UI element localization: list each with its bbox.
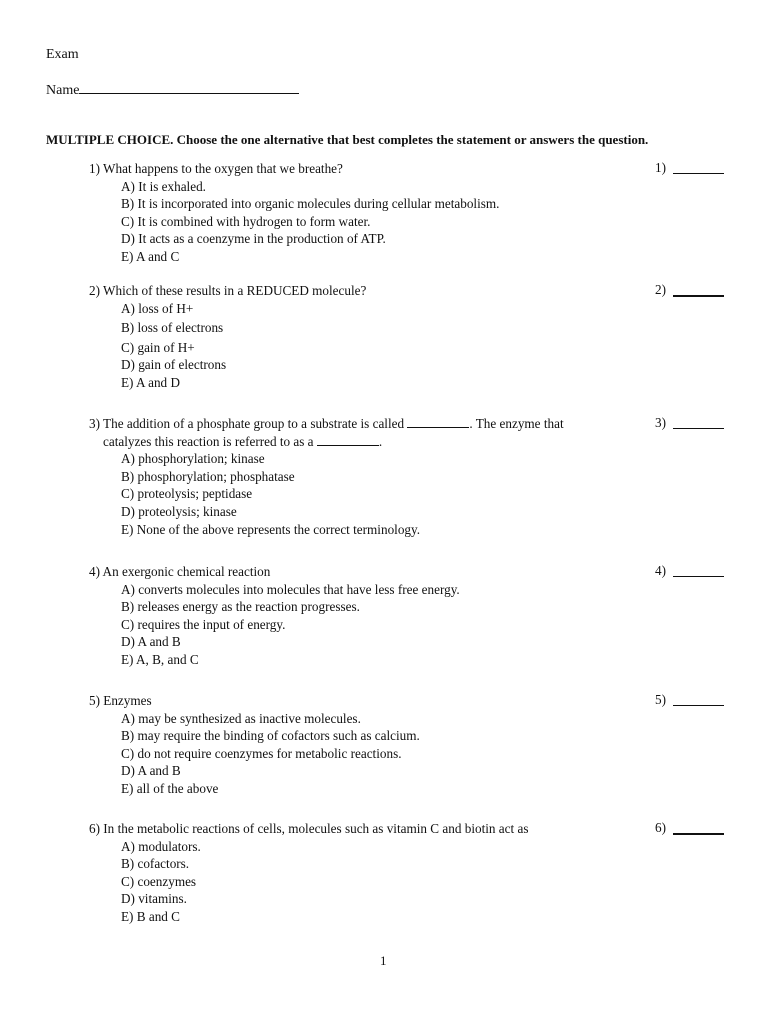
answer-blank-4[interactable] xyxy=(655,563,666,579)
stem-part-b: . The enzyme that xyxy=(469,416,564,431)
question-6 xyxy=(89,820,649,926)
option-a: A) may be synthesized as inactive molecules. xyxy=(121,710,361,726)
option-b: B) cofactors. xyxy=(121,856,190,872)
option-d: D) It acts as a coenzyme in the production of ATP. xyxy=(121,231,386,247)
answer-blank-3[interactable] xyxy=(655,415,666,431)
option-e: E) A, B, and C xyxy=(121,651,199,667)
answer-line[interactable] xyxy=(673,173,724,174)
question-stem: 2) Which of these results in a REDUCED molecule? xyxy=(89,283,367,298)
option-a: A) It is exhaled. xyxy=(121,178,206,194)
option-c: C) do not require coenzymes for metabolic reactions. xyxy=(121,745,402,761)
option-c: C) proteolysis; peptidase xyxy=(121,486,253,502)
question-3 xyxy=(89,415,649,538)
stem-part-a: 3) The addition of a phosphate group to a substrate is called xyxy=(89,416,408,431)
option-a: A) phosphorylation; kinase xyxy=(121,451,265,467)
question-stem: 5) Enzymes xyxy=(89,693,152,708)
answer-number: 3) xyxy=(655,415,666,430)
option-d: D) A and B xyxy=(121,634,181,650)
answer-blank-1[interactable] xyxy=(655,160,666,176)
answer-number: 5) xyxy=(655,692,666,707)
stem-line2-part-a: catalyzes this reaction is referred to as a xyxy=(103,433,317,449)
question-stem: 6) In the metabolic reactions of cells, molecules such as vitamin C and biotin act as xyxy=(89,821,529,836)
answer-line[interactable] xyxy=(673,295,724,297)
option-e: E) A and D xyxy=(121,374,180,390)
exam-title: Exam xyxy=(46,47,79,62)
instructions: MULTIPLE CHOICE. Choose the one alternative that best completes the statement or answers the question. xyxy=(46,132,649,147)
answer-number: 1) xyxy=(655,160,666,175)
option-e: E) all of the above xyxy=(121,780,219,796)
option-d: D) A and B xyxy=(121,763,181,779)
option-e: E) A and C xyxy=(121,248,180,264)
answer-number: 4) xyxy=(655,563,666,578)
option-b: B) loss of electrons xyxy=(121,320,224,336)
question-1 xyxy=(89,160,649,266)
question-stem: 1) What happens to the oxygen that we breathe? xyxy=(89,161,343,176)
option-a: A) loss of H+ xyxy=(121,300,194,316)
option-b: B) phosphorylation; phosphatase xyxy=(121,468,295,484)
stem-line2-part-b: . xyxy=(378,433,383,449)
option-d: D) vitamins. xyxy=(121,891,187,907)
option-b: B) It is incorporated into organic molecules during cellular metabolism. xyxy=(121,196,500,212)
answer-line[interactable] xyxy=(673,833,724,835)
question-4 xyxy=(89,563,649,669)
answer-line[interactable] xyxy=(673,428,724,429)
name-label: Name xyxy=(46,83,80,98)
question-stem-line2 xyxy=(89,433,649,451)
option-e: E) B and C xyxy=(121,908,180,924)
option-c: C) gain of H+ xyxy=(121,339,195,355)
inline-blank-1[interactable] xyxy=(407,416,469,428)
inline-blank-2[interactable] xyxy=(317,434,379,446)
answer-number: 2) xyxy=(655,282,666,297)
name-field xyxy=(46,81,299,99)
answer-blank-5[interactable] xyxy=(655,692,666,708)
option-c: C) requires the input of energy. xyxy=(121,616,286,632)
answer-number: 6) xyxy=(655,820,666,835)
question-stem xyxy=(89,415,649,433)
page-number: 1 xyxy=(380,953,387,968)
answer-line[interactable] xyxy=(673,705,724,706)
answer-blank-6[interactable] xyxy=(655,820,666,836)
question-2 xyxy=(89,282,649,392)
option-a: A) modulators. xyxy=(121,838,201,854)
option-a: A) converts molecules into molecules that have less free energy. xyxy=(121,581,460,597)
option-c: C) It is combined with hydrogen to form water. xyxy=(121,213,371,229)
option-b: B) may require the binding of cofactors such as calcium. xyxy=(121,728,420,744)
option-d: D) gain of electrons xyxy=(121,357,227,373)
option-d: D) proteolysis; kinase xyxy=(121,503,237,519)
option-b: B) releases energy as the reaction progresses. xyxy=(121,599,360,615)
name-blank[interactable] xyxy=(79,81,299,94)
option-e: E) None of the above represents the correct terminology. xyxy=(121,521,421,537)
option-c: C) coenzymes xyxy=(121,873,197,889)
answer-blank-2[interactable] xyxy=(655,282,666,298)
question-stem: 4) An exergonic chemical reaction xyxy=(89,564,271,579)
answer-line[interactable] xyxy=(673,576,724,577)
question-5 xyxy=(89,692,649,798)
